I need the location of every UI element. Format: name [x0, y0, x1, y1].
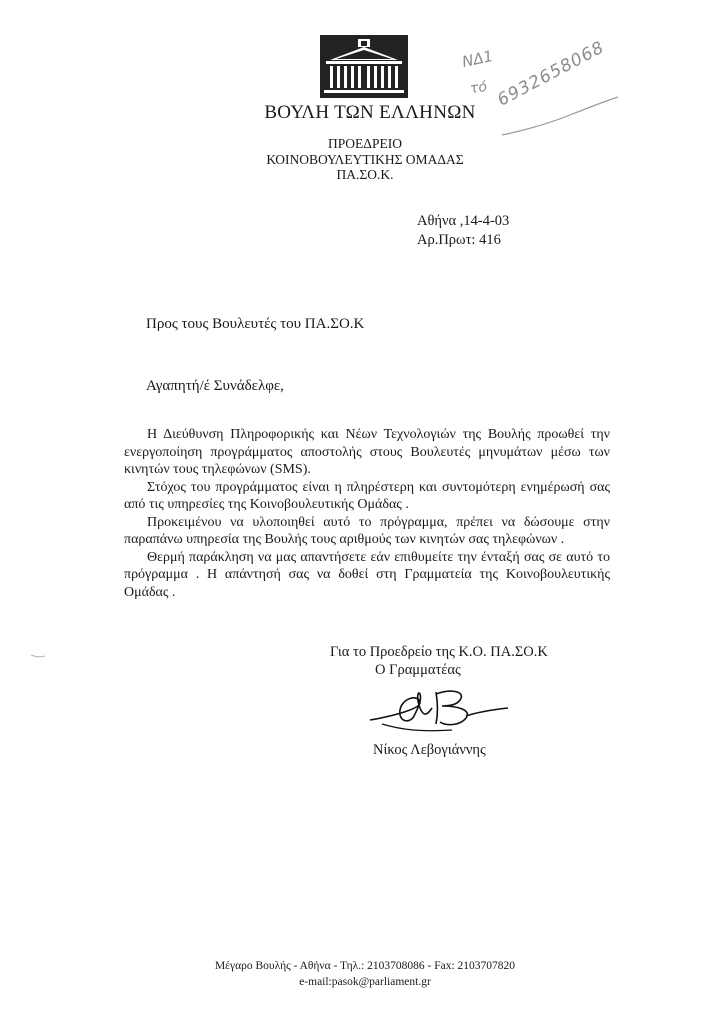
handwritten-signature [362, 680, 514, 742]
letter-footer [180, 958, 550, 990]
salutation: Αγαπητή/έ Συνάδελφε, [146, 378, 284, 394]
parliament-building-icon [320, 35, 408, 98]
letter-body [124, 426, 610, 601]
body-paragraph: Προκειμένου να υλοποιηθεί αυτό το πρόγραμμα, πρέπει να δώσουμε στην παραπάνω υπηρεσία της Βουλής τους αριθμούς των κινητών σας τηλεφώνων . [124, 514, 610, 547]
office-line: ΚΟΙΝΟΒΟΥΛΕΥΤΙΚΗΣ ΟΜΑΔΑΣ [266, 151, 464, 167]
body-paragraph: Θερμή παράκληση να μας απαντήσετε εάν επιθυμείτε την ένταξή σας σε αυτό το πρόγραμμα . Η απάντησή σας να δοθεί στη Γραμματεία της Κοινοβουλευτικής Ομάδας . [124, 549, 610, 600]
protocol-number: Αρ.Πρωτ: 416 [417, 232, 501, 248]
date-block [417, 212, 509, 250]
margin-mark [30, 654, 46, 658]
signatory-name: Νίκος Λεβογιάννης [373, 742, 486, 758]
pencil-stroke [500, 95, 620, 140]
footer-email: e-mail:pasok@parliament.gr [299, 976, 431, 988]
office-line: ΠΑ.ΣΟ.Κ. [336, 167, 394, 182]
signatory-title: Ο Γραμματέας [375, 662, 461, 678]
footer-address: Μέγαρο Βουλής - Αθήνα - Τηλ.: 2103708086 - Fax: 2103707820 [214, 960, 516, 972]
office-line: ΠΡΟΕΔΡΕΙΟ [328, 136, 402, 151]
handwritten-phone-number: 6932658068 [494, 37, 608, 111]
body-paragraph: Η Διεύθυνση Πληροφορικής και Νέων Τεχνολογιών της Βουλής προωθεί την ενεργοποίηση προγράμματος αποστολής στους Βουλευτές μηνυμάτων μέσω των κινητών τους τηλεφώνων (SMS). [124, 427, 610, 477]
handwritten-note-line: τό [468, 78, 489, 98]
handwritten-note-line: ΝΔ1 [460, 46, 495, 72]
signature-for-line: Για το Προεδρείο της Κ.Ο. ΠΑ.ΣΟ.Κ [330, 644, 548, 660]
recipient-line: Προς τους Βουλευτές του ΠΑ.ΣΟ.Κ [146, 316, 365, 332]
organization-name: ΒΟΥΛΗ ΤΩΝ ΕΛΛΗΝΩΝ [264, 102, 476, 123]
letter-date: Αθήνα ,14-4-03 [417, 213, 510, 229]
body-paragraph: Στόχος του προγράμματος είναι η πληρέστερη και συντομότερη ενημέρωσή σας από τις υπηρεσίες της Κοινοβουλευτικής Ομάδας . [124, 479, 610, 512]
